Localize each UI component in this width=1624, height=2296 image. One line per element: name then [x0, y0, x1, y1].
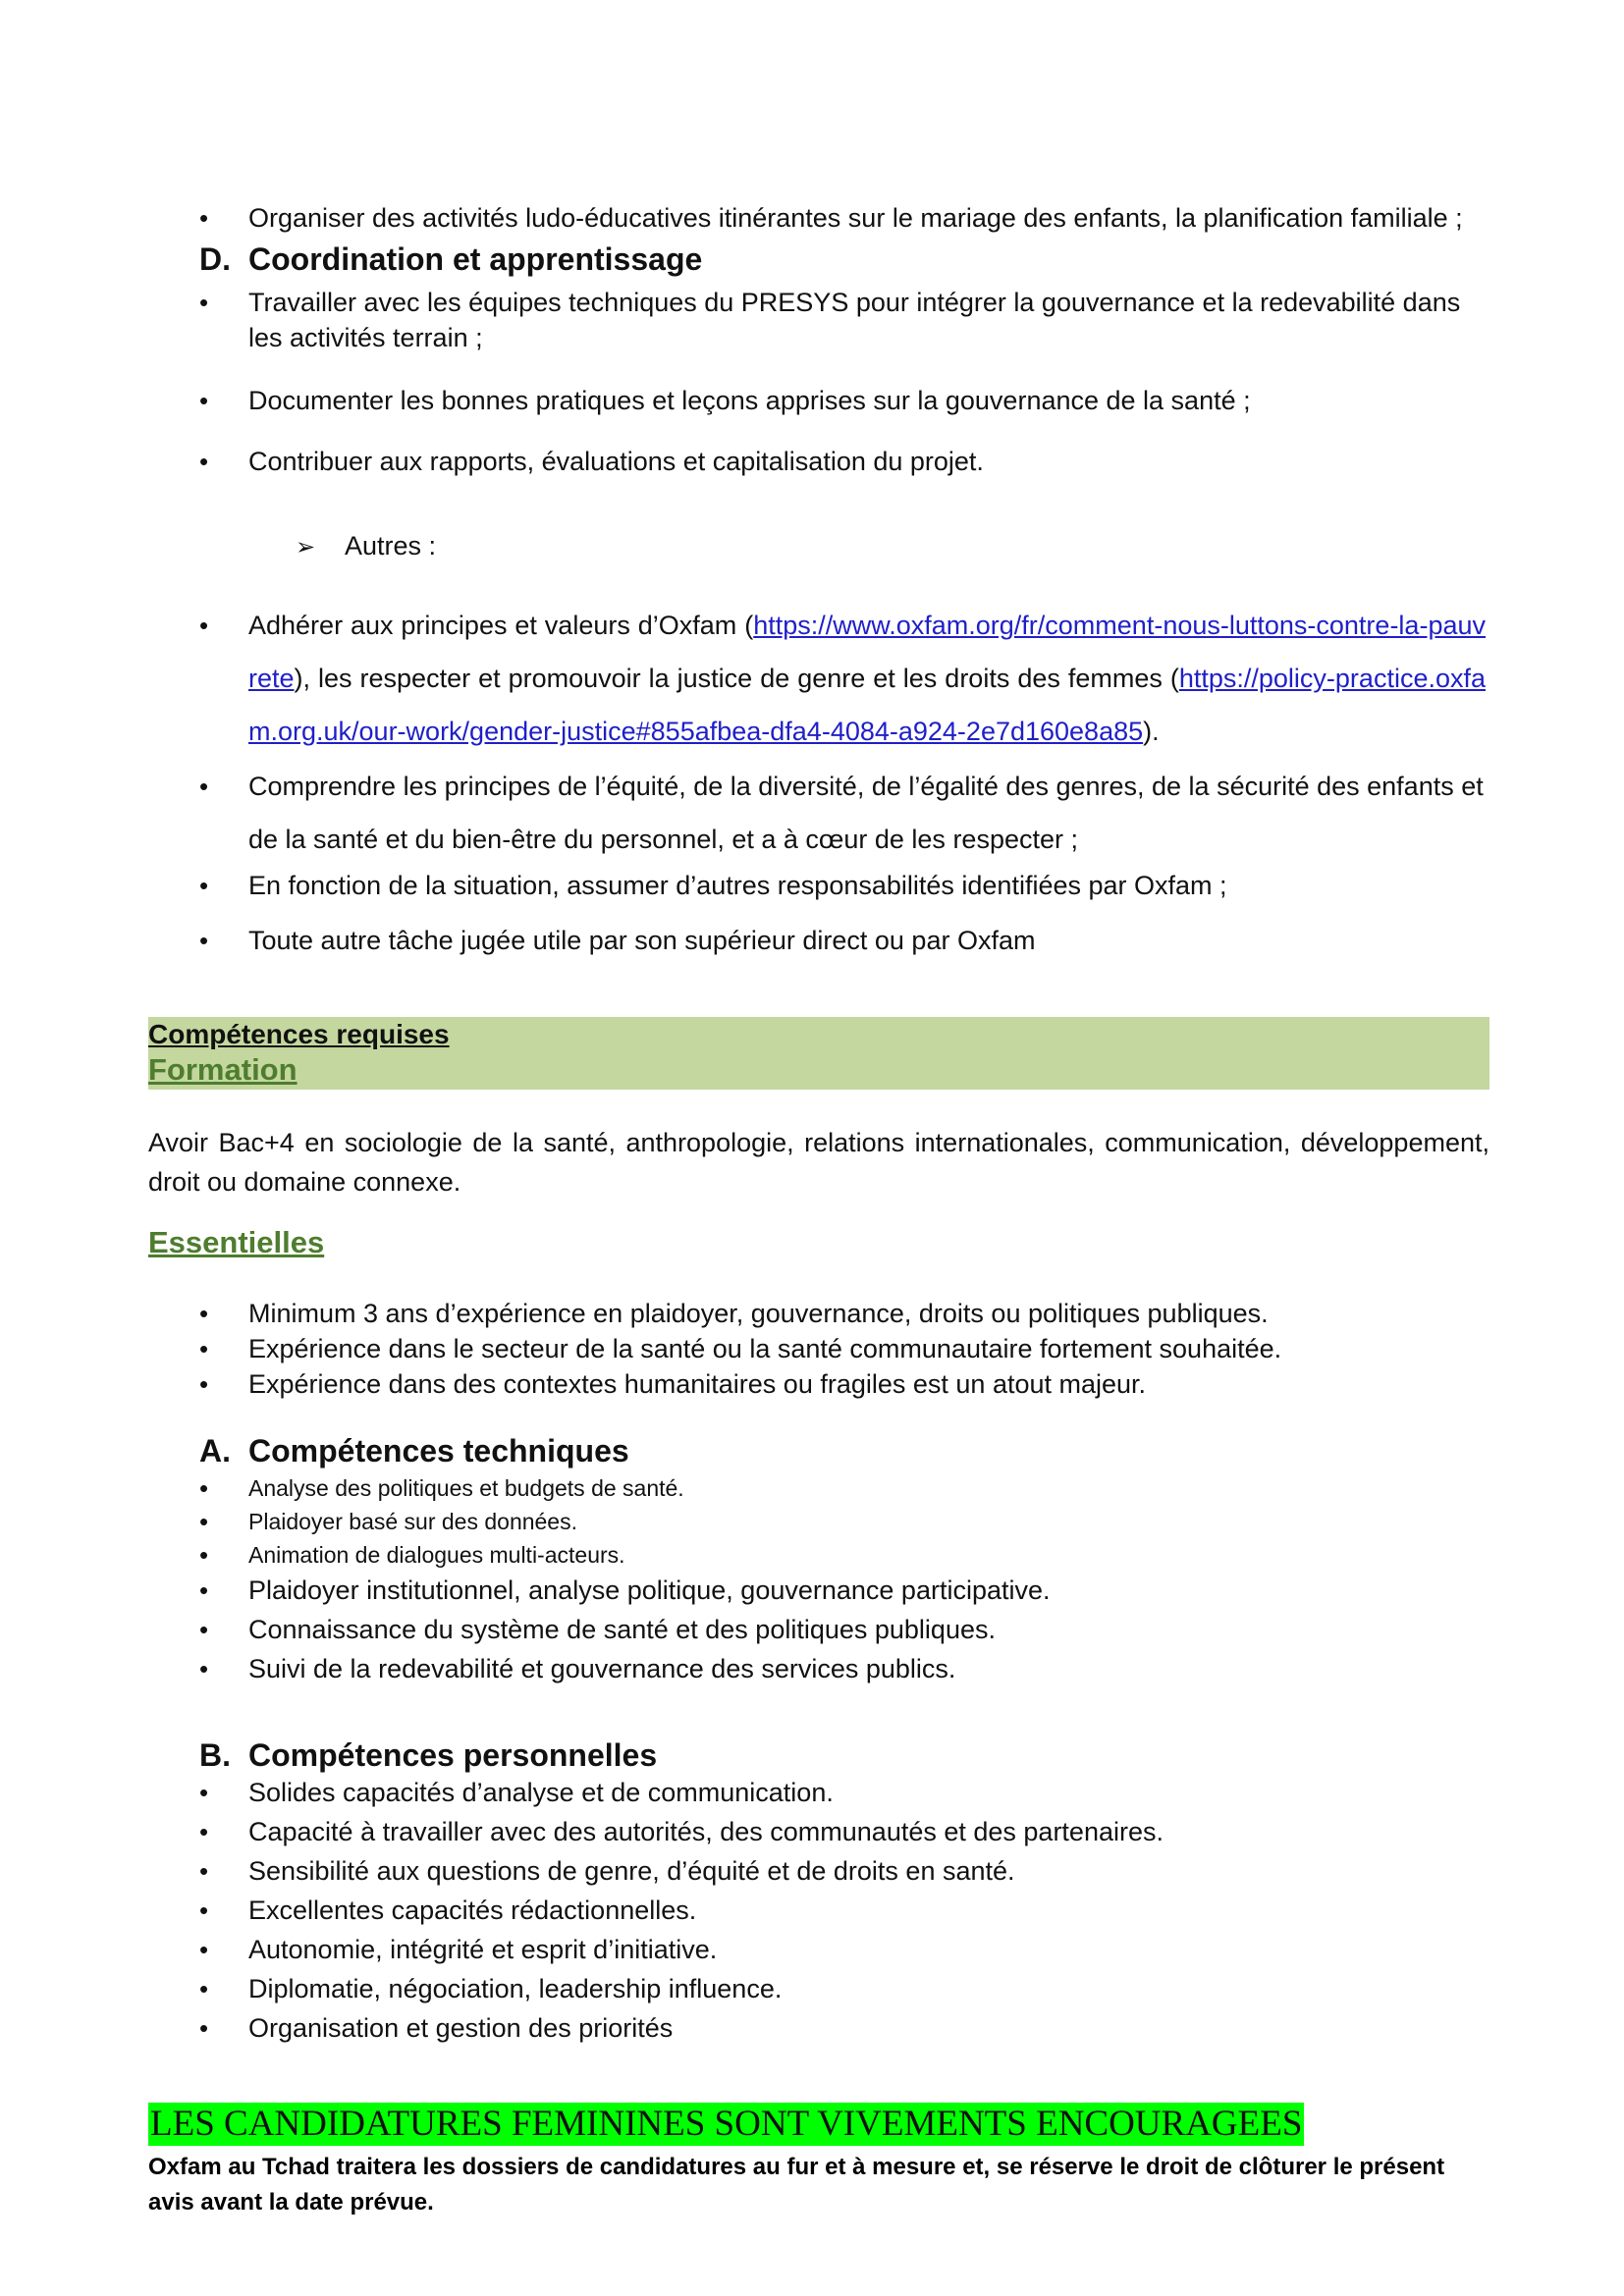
- bullet-icon: •: [199, 1507, 209, 1536]
- list-item-text: Documenter les bonnes pratiques et leçons apprises sur la gouvernance de la santé ;: [248, 386, 1251, 415]
- autres-heading: [296, 528, 436, 565]
- heading-letter: B.: [199, 1737, 231, 1773]
- list-item-text: [248, 599, 1486, 758]
- list-item-text: Capacité à travailler avec des autorités, des communautés et des partenaires.: [248, 1817, 1164, 1846]
- bullet-icon: •: [199, 1974, 209, 2003]
- bullet-icon: •: [199, 1334, 209, 1363]
- section-heading-coordination: [199, 240, 702, 279]
- bullet-icon: •: [199, 1778, 209, 1807]
- list-item-text: Connaissance du système de santé et des politiques publiques.: [248, 1615, 996, 1644]
- text-segment: Adhérer aux principes et valeurs d’Oxfam (: [248, 611, 754, 640]
- bullet-icon: •: [199, 1473, 209, 1503]
- list-item-text: Excellentes capacités rédactionnelles.: [248, 1896, 697, 1925]
- bullet-icon: •: [199, 1540, 209, 1570]
- list-item-text: Diplomatie, négociation, leadership influence.: [248, 1974, 783, 2003]
- bullet-icon: •: [199, 1575, 209, 1605]
- list-item-text: Contribuer aux rapports, évaluations et capitalisation du projet.: [248, 447, 984, 476]
- closing-notice: Oxfam au Tchad traitera les dossiers de candidatures au fur et à mesure et, se réserve le droit de clôturer le présent avis avant la date prévue.: [148, 2154, 1445, 2216]
- heading-title: Compétences techniques: [248, 1433, 629, 1468]
- competences-banner: [148, 1017, 1489, 1090]
- list-item-text: Autonomie, intégrité et esprit d’initiative.: [248, 1935, 718, 1964]
- essentielles-heading: Essentielles: [148, 1225, 325, 1259]
- list-item-text: En fonction de la situation, assumer d’autres responsabilités identifiées par Oxfam ;: [248, 871, 1227, 900]
- bullet-icon: •: [199, 447, 209, 476]
- list-item-text: Organisation et gestion des priorités: [248, 2013, 674, 2043]
- list-item-text: Expérience dans des contextes humanitaires ou fragiles est un atout majeur.: [248, 1369, 1147, 1399]
- bullet-icon: •: [199, 288, 209, 317]
- heading-letter: A.: [199, 1433, 231, 1468]
- list-item-text: Animation de dialogues multi-acteurs.: [248, 1542, 625, 1568]
- list-item-text: Toute autre tâche jugée utile par son supérieur direct ou par Oxfam: [248, 926, 1036, 955]
- heading-title: Coordination et apprentissage: [248, 241, 703, 277]
- women-encouraged-banner: LES CANDIDATURES FEMININES SONT VIVEMENTS ENCOURAGEES: [150, 2104, 1303, 2144]
- bullet-icon: •: [199, 386, 209, 415]
- list-item-text: Plaidoyer basé sur des données.: [248, 1509, 577, 1534]
- text-segment: ).: [1143, 717, 1160, 746]
- arrow-bullet-icon: ➢: [296, 534, 316, 561]
- list-item-text: Sensibilité aux questions de genre, d’équité et de droits en santé.: [248, 1856, 1015, 1886]
- oxfam-values-link[interactable]: https://www.oxfam.org/fr/comment-nous-luttons-contre-la-pauvrete: [248, 611, 1486, 693]
- bullet-icon: •: [199, 1856, 209, 1886]
- list-item-text: Comprendre les principes de l’équité, de la diversité, de l’égalité des genres, de la sécurité des enfants et de la santé et du bien-être du personnel, et a à cœur de les respecter ;: [248, 772, 1484, 854]
- bullet-icon: •: [199, 203, 209, 233]
- heading-letter: D.: [199, 241, 231, 277]
- banner-title: Compétences requises: [148, 1019, 450, 1049]
- gender-justice-link[interactable]: https://policy-practice.oxfam.org.uk/our-work/gender-justice#855afbea-dfa4-4084-a924-2e7d160e8a85: [248, 664, 1486, 746]
- heading-title: Compétences personnelles: [248, 1737, 658, 1773]
- list-item-text: Expérience dans le secteur de la santé ou la santé communautaire fortement souhaitée.: [248, 1334, 1282, 1363]
- autres-label: Autres :: [345, 531, 437, 561]
- bullet-icon: •: [199, 1896, 209, 1925]
- bullet-icon: •: [199, 1935, 209, 1964]
- list-item-text: Plaidoyer institutionnel, analyse politique, gouvernance participative.: [248, 1575, 1051, 1605]
- bullet-icon: •: [199, 772, 209, 801]
- bullet-icon: •: [199, 1654, 209, 1683]
- section-heading-techniques: [199, 1431, 629, 1470]
- bullet-icon: •: [199, 2013, 209, 2043]
- formation-text: Avoir Bac+4 en sociologie de la santé, anthropologie, relations internationales, communication, développement, droit ou domaine connexe.: [148, 1128, 1489, 1197]
- bullet-icon: •: [199, 1817, 209, 1846]
- bullet-icon: •: [199, 1369, 209, 1399]
- list-item-text: Analyse des politiques et budgets de santé.: [248, 1475, 684, 1501]
- text-segment: ), les respecter et promouvoir la justice de genre et les droits des femmes (: [294, 664, 1179, 693]
- list-item-text: Minimum 3 ans d’expérience en plaidoyer, gouvernance, droits ou politiques publiques.: [248, 1299, 1269, 1328]
- list-item-text: Organiser des activités ludo-éducatives itinérantes sur le mariage des enfants, la planification familiale ;: [248, 203, 1463, 233]
- list-item-text: Solides capacités d’analyse et de communication.: [248, 1778, 834, 1807]
- bullet-icon: •: [199, 1615, 209, 1644]
- list-item-text: Travailler avec les équipes techniques du PRESYS pour intégrer la gouvernance et la redevabilité dans les activités terrain ;: [248, 288, 1461, 352]
- bullet-icon: •: [199, 611, 209, 640]
- bullet-icon: •: [199, 926, 209, 955]
- formation-heading: Formation: [148, 1052, 298, 1087]
- section-heading-personnelles: [199, 1735, 657, 1775]
- formation-paragraph: [148, 1123, 1489, 1201]
- bullet-icon: •: [199, 1299, 209, 1328]
- bullet-icon: •: [199, 871, 209, 900]
- list-item-text: Suivi de la redevabilité et gouvernance des services publics.: [248, 1654, 956, 1683]
